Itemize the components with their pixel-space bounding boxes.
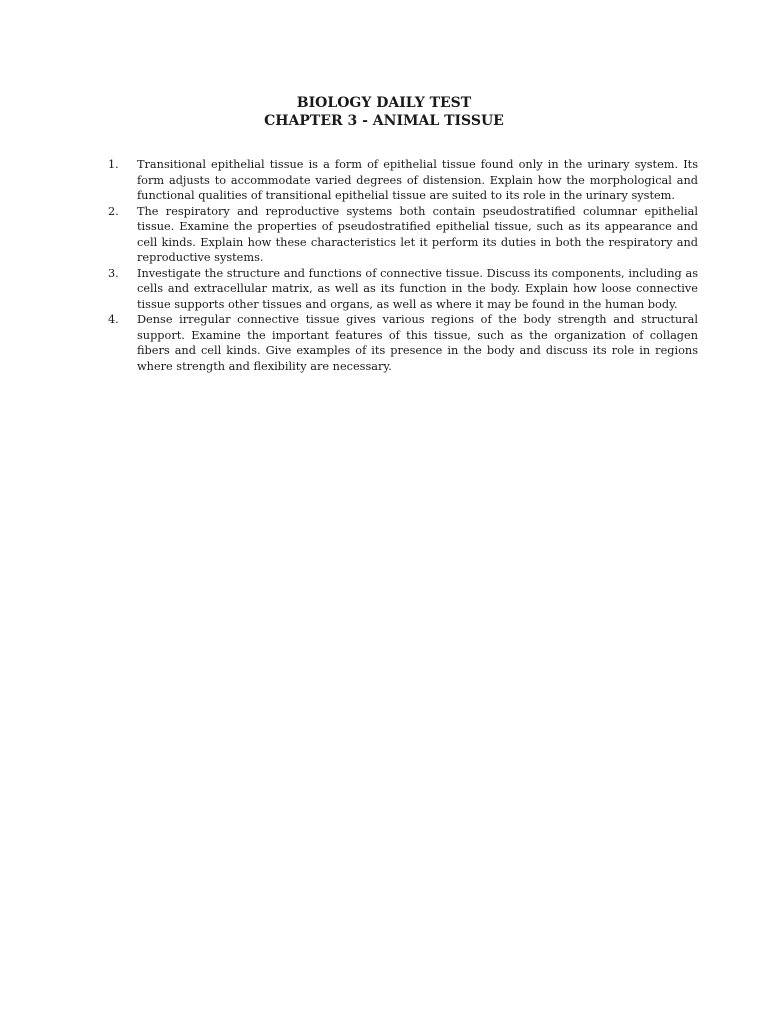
question-item [108,312,698,374]
document-title [0,94,768,130]
question-list [108,157,698,374]
question-number: 1. [108,158,119,171]
question-text: Investigate the structure and functions of connective tissue. Discuss its components, including as cells and extracellular matrix, as well as its function in the body. Explain how loose connective tissue supports other tissues and organs, as well as where it may be found in the human body. [137,266,698,311]
question-number: 3. [108,266,119,280]
question-text: Transitional epithelial tissue is a form of epithelial tissue found only in the urinary system. Its form adjusts to accommodate varied degrees of distension. Explain how the morphological and functional qualities of transitional epithelial tissue are suited to its role in the urinary system. [137,158,698,202]
question-item [108,157,698,204]
question-item [108,204,698,266]
title-line-subject: BIOLOGY DAILY TEST [296,95,472,111]
question-number: 4. [108,313,119,326]
question-text: Dense irregular connective tissue gives various regions of the body strength and structural support. Examine the important features of this tissue, such as the organization of collagen fibers and cell kinds. Give examples of its presence in the body and discuss its role in regions where strength and flexibility are necessary. [137,313,698,373]
question-text: The respiratory and reproductive systems both contain pseudostratified columnar epithelial tissue. Examine the properties of pseudostratified epithelial tissue, such as its appearance and cell kinds. Explain how these characteristics let it perform its duties in both the respiratory and reproductive systems. [137,204,698,264]
title-line-chapter: CHAPTER 3 - ANIMAL TISSUE [264,113,504,129]
question-item [108,266,698,313]
question-number: 2. [108,204,119,218]
